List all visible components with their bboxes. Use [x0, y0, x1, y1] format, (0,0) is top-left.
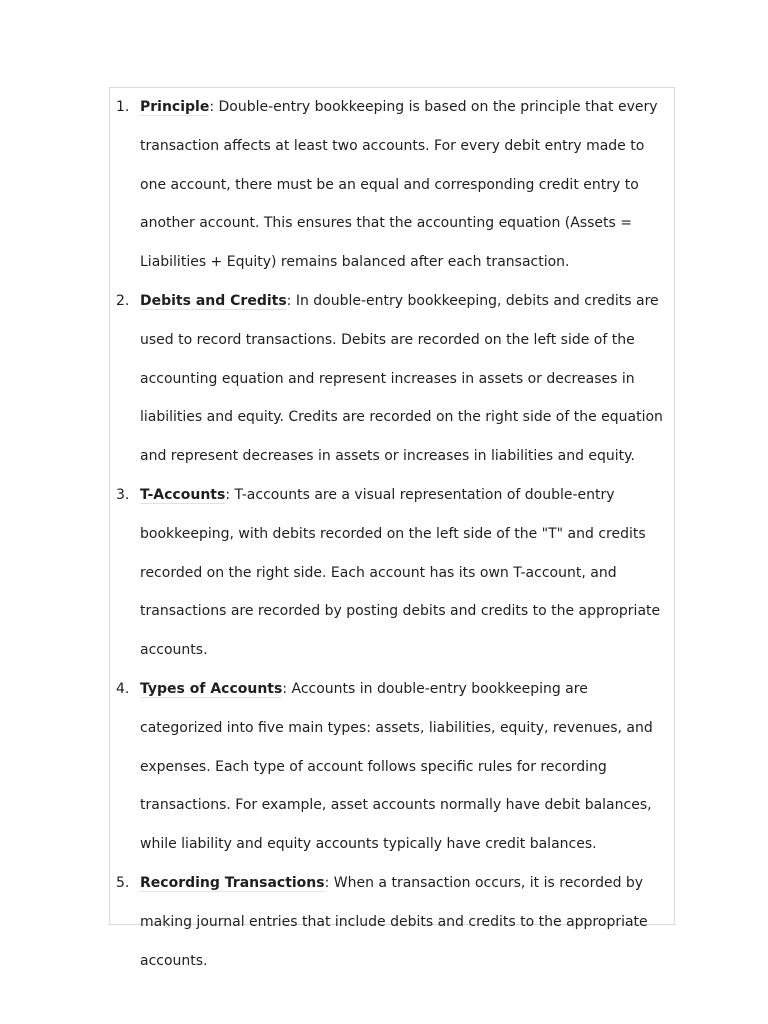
term-recording-transactions: Recording Transactions [140, 874, 325, 891]
list-item-debits-and-credits [110, 282, 674, 476]
list-number: 2. [116, 292, 130, 309]
item-text: : In double-entry bookkeeping, debits and credits are used to record transactions. Debits are recorded on the left side of the accounting equation and represent increases in assets or decreases in liabilities and equity. Credits are recorded on the right side of the equation and represent decreases in assets or increases in liabilities and equity. [140, 292, 663, 465]
term-debits-and-credits: Debits and Credits [140, 292, 287, 309]
list-number: 3. [116, 486, 130, 503]
list-item-t-accounts [110, 476, 674, 670]
list-item-principle [110, 88, 674, 282]
item-text: : T-accounts are a visual representation of double-entry bookkeeping, with debits recorded on the left side of the "T" and credits recorded on the right side. Each account has its own T-account, and transactions are recorded by posting debits and credits to the appropriate accounts. [140, 486, 661, 659]
term-principle: Principle [140, 99, 210, 115]
list-item-types-of-accounts [110, 670, 674, 864]
numbered-list [110, 88, 674, 980]
item-text: : Double-entry bookkeeping is based on the principle that every transaction affects at least two accounts. For every debit entry made to one account, there must be an equal and corresponding credit entry to another account. This ensures that the accounting equation (Assets = Liabilities + Equity) remains balanced after each transaction. [140, 99, 658, 271]
term-types-of-accounts: Types of Accounts [140, 680, 283, 697]
item-text: : Accounts in double-entry bookkeeping are categorized into five main types: assets, liabilities, equity, revenues, and expenses. Each type of account follows specific rules for recording transactions. For example, asset accounts normally have debit balances, while liability and equity accounts typically have credit balances. [140, 680, 653, 853]
list-number: 5. [116, 874, 130, 891]
list-number: 4. [116, 680, 130, 697]
item-text: : When a transaction occurs, it is recorded by making journal entries that include debits and credits to the appropriate accounts. [140, 874, 648, 969]
list-item-recording-transactions [110, 864, 674, 980]
list-number: 1. [116, 99, 130, 115]
document-frame [109, 87, 675, 969]
term-t-accounts: T-Accounts [140, 486, 226, 503]
